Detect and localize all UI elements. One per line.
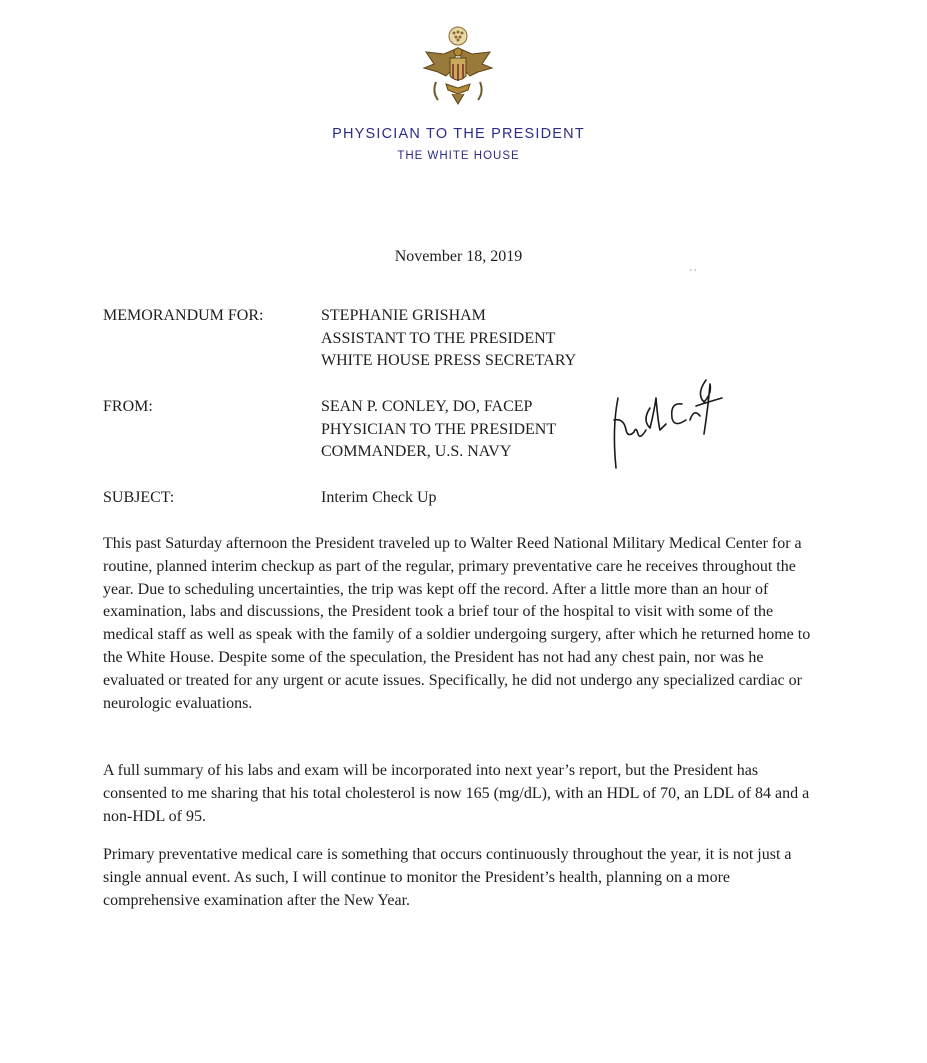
letterhead-subtitle: THE WHITE HOUSE [397,150,520,162]
scan-speck: ' ' [690,268,697,279]
sender-line: COMMANDER, U.S. NAVY [321,443,512,460]
body-paragraph-1 [103,533,823,715]
memo-for-label: MEMORANDUM FOR: [103,307,264,324]
memo-from-label: FROM: [103,398,153,415]
recipient-line: STEPHANIE GRISHAM [321,307,486,324]
memo-subject-label: SUBJECT: [103,489,175,506]
memo-from-sender [321,396,556,464]
recipient-line: ASSISTANT TO THE PRESIDENT [321,329,556,347]
letterhead-title: PHYSICIAN TO THE PRESIDENT [332,126,585,142]
recipient-line: WHITE HOUSE PRESS SECRETARY [321,352,577,369]
handwritten-signature-icon [600,368,730,478]
body-paragraph-2 [103,760,823,828]
presidential-seal-icon [416,24,500,108]
paragraph-text: A full summary of his labs and exam will be incorporated into next year’s report, but the President has consented to me sharing that his total cholesterol is now 165 (mg/dL), with an HDL of 70, an LDL of 84 and a non-HDL of 95. [103,762,810,825]
sender-line: PHYSICIAN TO THE PRESIDENT [321,420,557,438]
memo-for-recipient [321,305,576,373]
body-paragraph-3 [103,844,823,912]
paragraph-text: This past Saturday afternoon the President traveled up to Walter Reed National Military Medical Center for a routine, planned interim checkup as part of the regular, primary preventative care he receives throughout the year. Due to scheduling uncertainties, the trip was kept off the record. After a little more than an hour of examination, labs and discussions, the President took a brief tour of the hospital to visit with some of the medical staff as well as speak with the family of a soldier undergoing surgery, after which he returned home to the White House. Despite some of the speculation, the President has not had any chest pain, nor was he evaluated or treated for any urgent or acute issues. Specifically, he did not undergo any specialized cardiac or neurologic evaluations. [103,535,811,712]
memo-subject: Interim Check Up [321,489,437,506]
paragraph-text: Primary preventative medical care is something that occurs continuously throughout the year, it is not just a single annual event. As such, I will continue to monitor the President’s health, planning on a more comprehensive examination after the New Year. [103,846,792,909]
memo-date: November 18, 2019 [394,248,523,265]
sender-line: SEAN P. CONLEY, DO, FACEP [321,398,533,415]
